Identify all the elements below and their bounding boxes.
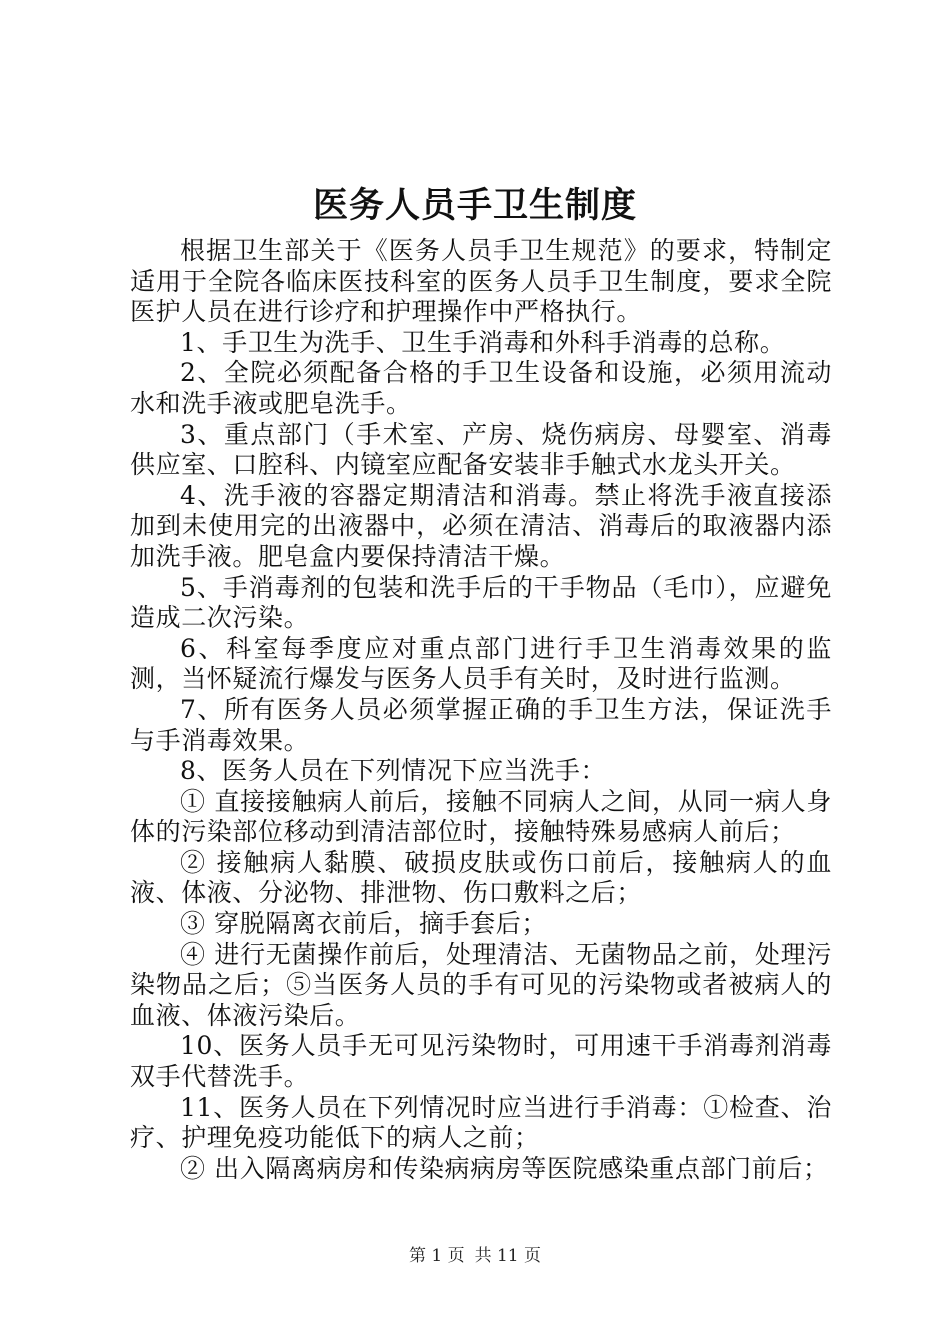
rule-11-item-2: ② 出入隔离病房和传染病病房等医院感染重点部门前后；: [180, 1153, 829, 1183]
rule-8-item-1: ① 直接接触病人前后，接触不同病人之间，从同一病人身体的污染部位移动到清洁部位时，接触特殊易感病人前后；: [130, 786, 832, 847]
page-footer: [0, 1245, 950, 1267]
rule-5: 5、手消毒剂的包装和洗手后的干手物品（毛巾），应避免造成二次污染。: [130, 572, 832, 633]
page-number: 第 1 页: [408, 1246, 465, 1266]
rule-8-item-3: ③ 穿脱隔离衣前后，摘手套后；: [180, 909, 547, 939]
rule-1: 1、手卫生为洗手、卫生手消毒和外科手消毒的总称。: [180, 327, 786, 357]
rule-3: 3、重点部门（手术室、产房、烧伤病房、母婴室、消毒供应室、口腔科、内镜室应配备安装非手触式水龙头开关。: [130, 419, 832, 480]
rule-8: 8、医务人员在下列情况下应当洗手：: [180, 756, 607, 786]
rule-7: 7、所有医务人员必须掌握正确的手卫生方法，保证洗手与手消毒效果。: [130, 694, 832, 755]
rule-11: 11、医务人员在下列情况时应当进行手消毒：①检查、治疗、护理免疫功能低下的病人之前；: [130, 1092, 832, 1153]
rule-8-item-4: ④ 进行无菌操作前后，处理清洁、无菌物品之前，处理污染物品之后；⑤当医务人员的手有可见的污染物或者被病人的血液、体液污染后。: [130, 939, 832, 1030]
rule-8-item-2: ② 接触病人黏膜、破损皮肤或伤口前后，接触病人的血液、体液、分泌物、排泄物、伤口敷料之后；: [130, 847, 832, 908]
rule-2: 2、全院必须配备合格的手卫生设备和设施，必须用流动水和洗手液或肥皂洗手。: [130, 358, 832, 418]
intro-paragraph: 根据卫生部关于《医务人员手卫生规范》的要求，特制定适用于全院各临床医技科室的医务人员手卫生制度，要求全院医护人员在进行诊疗和护理操作中严格执行。: [130, 236, 832, 327]
rule-10: 10、医务人员手无可见污染物时，可用速干手消毒剂消毒双手代替洗手。: [130, 1031, 832, 1092]
document-body: [130, 236, 832, 1184]
rule-6: 6、科室每季度应对重点部门进行手卫生消毒效果的监测，当怀疑流行爆发与医务人员手有关时，及时进行监测。: [130, 633, 832, 694]
document-title: 医务人员手卫生制度: [312, 185, 637, 226]
rule-4: 4、洗手液的容器定期清洁和消毒。禁止将洗手液直接添加到未使用完的出液器中，必须在清洁、消毒后的取液器内添加洗手液。肥皂盒内要保持清洁干燥。: [130, 480, 832, 571]
page-total: 共 11 页: [474, 1246, 542, 1266]
